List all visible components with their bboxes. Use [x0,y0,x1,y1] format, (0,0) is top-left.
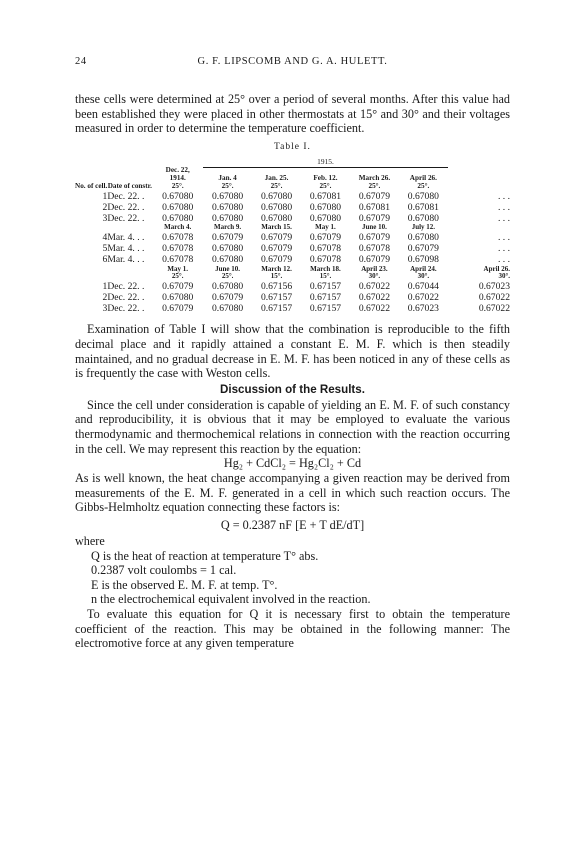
discussion-paragraph: Since the cell under consideration is capable of yielding an E. M. F. of such constancy and reproducibility, it is obvious that it may be employed to evaluate the various thermodynamic and thermochemical relations in connection with the reaction occurring in the cell. We may represent this reaction by the equation: [75,397,510,456]
table-cell: . . . [498,190,510,202]
table-row [75,292,510,303]
table-cell: 0.67157 [309,292,342,304]
header-text: 25°. [221,272,234,281]
table-cell: 0.67079 [309,232,342,244]
table-cell: 0.67078 [309,254,342,266]
table-cell: 0.67080 [162,190,194,202]
header-text: April 24. [410,264,437,273]
intro-paragraph: these cells were determined at 25° over a period of several months. After this value had been established they were placed in other thermostats at 15° and 30° and their voltages measured in order to determine the temperature coefficient. [75,92,510,136]
header-text: 15°. [319,272,332,281]
table-cell: 0.67080 [407,232,439,244]
table-spacer [448,167,510,190]
cell-number: 1 [102,190,108,202]
table-cell: 0.67080 [260,202,293,214]
table-cell: 0.67023 [407,303,439,315]
header-text: Feb. 12. [313,174,338,183]
table-spacer [448,156,510,168]
table-spacer [75,156,107,168]
table-cell: 0.67157 [309,280,342,292]
col-header: March 15. [261,223,292,232]
table-row [75,303,510,314]
definition-item: E is the observed E. M. F. at temp. T°. [91,577,278,592]
table-cell: 0.67079 [260,243,293,255]
table-cell: 0.67079 [358,254,390,266]
table-cell: 0.67022 [358,292,390,304]
header-text: Jan. 4 [218,174,237,183]
header-text: 25°. [368,182,381,191]
header-text: 1914. [169,174,186,183]
running-title: G. F. LIPSCOMB AND G. A. HULETT. [197,56,388,67]
table-cell: 0.67023 [478,280,510,292]
cell-date: Dec. 22. . [107,303,145,315]
cell-number: 5 [102,243,108,255]
cell-number: 1 [102,280,108,292]
table-cell: 0.67080 [309,213,342,225]
section-heading: Discussion of the Results. [220,382,365,396]
table-cell: 0.67078 [162,243,194,255]
col-header [203,167,252,190]
cell-number: 6 [102,254,108,266]
col-header: July 12. [411,223,436,232]
header-text: Dec. 22, [165,166,190,175]
table-spacer [107,266,152,281]
cell-number: 2 [102,202,108,214]
table-cell: 0.67079 [358,213,390,225]
table-cell: 0.67080 [260,190,293,202]
col-header [152,167,203,190]
col-header [301,266,350,281]
table-cell: 0.67079 [212,292,244,304]
header-text: 15°. [270,272,283,281]
table-spacer [75,224,107,232]
col-header [399,266,448,281]
table-cell: . . . [498,232,510,244]
table-cell: 0.67079 [212,232,244,244]
header-text: March 26. [358,174,391,183]
page [75,56,510,651]
table-cell: 0.67081 [309,190,342,202]
gibbs-helmholtz-equation: Q = 0.2387 nF [E + T dE/dT] [220,518,365,533]
col-header [448,266,510,281]
table-cell: 0.67081 [358,202,390,214]
header-text: March 18. [310,264,341,273]
cell-date: Dec. 22. . [107,190,145,202]
table-cell: 0.67078 [309,243,342,255]
table-cell: 0.67157 [260,292,293,304]
table-row [75,202,510,213]
table-spacer [448,224,510,232]
header-text: 25°. [171,272,184,281]
table-subheader-row [75,224,510,232]
table-header-row [75,167,510,190]
cell-date: Dec. 22. . [107,213,145,225]
header-text: 30°. [417,272,430,281]
table-row [75,191,510,202]
header-text: May 1. [167,264,189,273]
data-table [75,156,510,315]
col-header [350,266,399,281]
table-year-row [75,156,510,168]
header-text: 25°. [319,182,332,191]
table-subheader-row [75,266,510,281]
cell-date: Dec. 22. . [107,280,145,292]
table-cell: . . . [498,254,510,266]
table-cell: 0.67078 [358,243,390,255]
header-text: 30°. [368,272,381,281]
table-spacer [107,156,152,168]
table-cell: 0.67078 [162,254,194,266]
table-cell: 0.67080 [212,254,244,266]
table-row [75,281,510,292]
header-text: April 23. [361,264,388,273]
table-cell: 0.67080 [162,202,194,214]
col-header [252,167,301,190]
table-row [75,232,510,243]
table-cell: . . . [498,213,510,225]
reaction-equation: Hg₂ + CdCl₂ = Hg₂Cl₂ + Cd [223,456,362,471]
table-cell: 0.67078 [162,232,194,244]
cell-number: 3 [102,303,108,315]
table-cell: 0.67080 [212,303,244,315]
col-header [350,167,399,190]
table-cell: 0.67080 [407,213,439,225]
table-cell: 0.67080 [212,202,244,214]
table-cell: 0.67157 [309,303,342,315]
table-year-label: 1915. [203,156,448,168]
definition-item: n the electrochemical equivalent involved in the reaction. [91,592,371,607]
table-cell: 0.67081 [407,202,439,214]
table-cell: 0.67079 [260,232,293,244]
table-cell: 0.67022 [358,303,390,315]
page-number: 24 [75,56,87,67]
header-text: April 26. [409,174,437,183]
table-cell: 0.67080 [212,190,244,202]
table-cell: 0.67022 [478,303,510,315]
table-cell: 0.67080 [407,190,439,202]
col-header [399,167,448,190]
definition-item: 0.2387 volt coulombs = 1 cal. [91,563,237,578]
col-header [301,167,350,190]
definitions-list [75,549,510,607]
header-text: 25°. [270,182,283,191]
running-header [75,56,510,72]
definition-item: Q is the heat of reaction at temperature T° abs. [91,548,319,563]
examination-paragraph: Examination of Table I will show that the combination is reproducible to the fifth decimal place and it rapidly attained a constant E. M. F. which is then steadily maintained, and no gradual decrease in E. M. F. has been noticed in any of these cells as is frequently the case with Weston cells. [75,322,510,381]
col-header [152,266,203,281]
col-header [203,266,252,281]
table-cell: 0.67098 [407,254,439,266]
table-cell: 0.67079 [407,243,439,255]
table-cell: 0.67079 [358,232,390,244]
table-cell: 0.67079 [162,303,194,315]
table-cell: . . . [498,243,510,255]
col-header: June 10. [361,223,387,232]
table-spacer [107,224,152,232]
table-cell: 0.67022 [358,280,390,292]
table-cell: 0.67156 [260,280,293,292]
table-cell: 0.67044 [407,280,439,292]
col-header: March 9. [214,223,242,232]
heat-paragraph: As is well known, the heat change accompanying a given reaction may be derived from measurements of the E. M. F. generated in a cell in which such reaction occurs. The Gibbs-Helmholtz equation connecting these factors is: [75,471,510,515]
table-cell: 0.67157 [260,303,293,315]
col-header-date: Date of constr. [107,182,152,191]
table-cell: 0.67080 [212,243,244,255]
cell-date: Dec. 22. . [107,202,145,214]
cell-date: Mar. 4. . . [107,243,145,255]
table-cell: 0.67080 [260,213,293,225]
cell-number: 4 [102,232,108,244]
table-caption: Table I. [274,141,311,152]
header-text: 25°. [417,182,430,191]
col-header-no: No. of cell. [75,182,108,191]
table-cell: 0.67080 [162,213,194,225]
header-text: June 10. [215,264,241,273]
table-cell: 0.67079 [162,280,194,292]
header-text: 30°. [498,272,510,281]
header-text: 25°. [171,182,184,191]
table-cell: 0.67080 [309,202,342,214]
header-text: March 12. [261,264,292,273]
table-cell: 0.67022 [407,292,439,304]
table-row [75,254,510,265]
col-header: March 4. [164,223,192,232]
where-label: where [75,534,105,549]
table-cell: . . . [498,202,510,214]
cell-date: Dec. 22. . [107,292,145,304]
table-cell: 0.67080 [212,280,244,292]
final-paragraph: To evaluate this equation for Q it is necessary first to obtain the temperature coefficient of the reaction. This may be obtained in the following manner: The electromotive force at any given temperature [75,606,510,651]
table-cell: 0.67022 [478,292,510,304]
cell-date: Mar. 4. . . [107,232,145,244]
cell-date: Mar. 4. . . [107,254,145,266]
table-cell: 0.67079 [358,190,390,202]
header-text: Jan. 25. [264,174,289,183]
table-cell: 0.67080 [162,292,194,304]
table-row [75,213,510,224]
cell-number: 3 [102,213,108,225]
table-row [75,243,510,254]
table-cell: 0.67080 [212,213,244,225]
header-text: 25°. [221,182,234,191]
table-cell: 0.67079 [260,254,293,266]
cell-number: 2 [102,292,108,304]
col-header [252,266,301,281]
header-text: April 26. [483,264,510,273]
table-spacer [75,266,107,281]
col-header: May 1. [315,223,336,232]
